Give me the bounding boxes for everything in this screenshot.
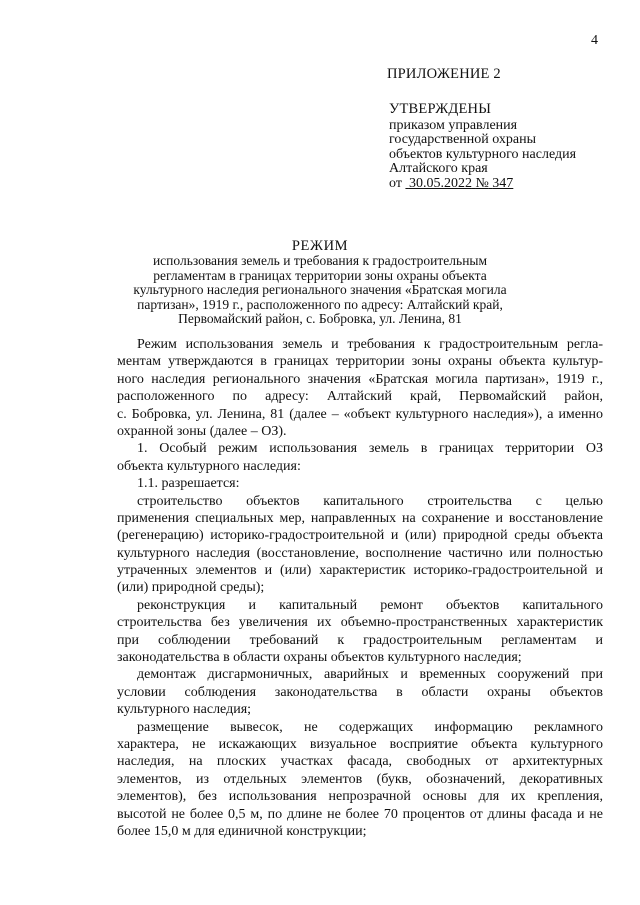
order-number-sign: № bbox=[475, 175, 489, 191]
body-line: высотой не более 0,5 м, по длине не более 70 процентов от длины фасада и не bbox=[117, 806, 603, 822]
body-line: наследия, на плоских участках фасада, свободных от архитектурных bbox=[117, 754, 603, 770]
body-line: при соблюдении требований к градостроительным регламентам и bbox=[117, 632, 603, 648]
order-date: 30.05.2022 № 347 bbox=[408, 175, 514, 191]
body-line: 1.1. разрешается: bbox=[137, 476, 240, 492]
order-prefix: от bbox=[389, 175, 402, 191]
page-number: 4 bbox=[591, 33, 598, 48]
body-line: демонтаж дисгармоничных, аварийных и временных сооружений при bbox=[137, 667, 603, 683]
document-title: РЕЖИМ bbox=[291, 238, 349, 254]
order-reference bbox=[389, 177, 576, 192]
body-line: строительства без увеличения их объемно-пространственных характеристик bbox=[117, 615, 603, 631]
body-line: объекта культурного наследия: bbox=[117, 458, 301, 474]
document-subtitle bbox=[110, 254, 530, 327]
subtitle-line: культурного наследия регионального значения «Братская могила bbox=[133, 282, 507, 298]
approval-heading: УТВЕРЖДЕНЫ bbox=[389, 101, 492, 117]
approval-line: объектов культурного наследия bbox=[389, 146, 577, 162]
body-line: элементов), без использования непрозрачной основы для их крепления, bbox=[117, 789, 603, 805]
subtitle-line: использования земель и требования к градостроительным bbox=[152, 253, 488, 268]
body-line: строительство объектов капитального строительства с целью bbox=[137, 493, 603, 509]
body-line: с. Бобровка, ул. Ленина, 81 (далее – «объект культурного наследия»), а именно bbox=[117, 406, 603, 422]
body-line: (или) природной среды); bbox=[117, 580, 265, 596]
body-line: культурного наследия; bbox=[117, 702, 252, 718]
body-line: 1. Особый режим использования земель в границах территории ОЗ bbox=[137, 441, 603, 457]
body-line: условии соблюдения законодательства в области охраны объектов bbox=[117, 684, 603, 700]
approval-block bbox=[389, 102, 576, 191]
appendix-title: ПРИЛОЖЕНИЕ 2 bbox=[387, 66, 501, 82]
body-line: применения специальных мер, направленных на сохранение и восстановление bbox=[117, 510, 603, 526]
body-line: (регенерацию) историко-градостроительной и (или) природной среды объекта bbox=[117, 528, 603, 544]
subtitle-line: партизан», 1919 г., расположенного по адресу: Алтайский край, bbox=[137, 296, 503, 312]
body-line: охранной зоны (далее – ОЗ). bbox=[117, 423, 287, 439]
body-line: Режим использования земель и требования к градостроительным регла- bbox=[137, 337, 603, 352]
approval-line: Алтайского края bbox=[389, 161, 488, 176]
approval-line: государственной охраны bbox=[389, 132, 537, 147]
body-line: элементов, из отдельных элементов (букв, обозначений, декоративных bbox=[117, 771, 603, 787]
body-line: размещение вывесок, не содержащих информацию рекламного bbox=[137, 719, 603, 735]
approval-line: приказом управления bbox=[389, 117, 518, 133]
body-line: более 15,0 м для единичной конструкции; bbox=[117, 823, 367, 839]
body-line: ного наследия регионального значения «Братская могила партизан», 1919 г., bbox=[117, 371, 603, 387]
body-line: утраченных элементов и (или) характеристик историко-градостроительной и bbox=[117, 563, 603, 579]
body-line: ментам утверждаются в границах территории зоны охраны объекта культур- bbox=[117, 354, 603, 370]
body-line: законодательства в области охраны объектов культурного наследия; bbox=[117, 650, 522, 666]
order-number: 347 bbox=[492, 175, 514, 191]
body-line: расположенного по адресу: Алтайский край, Первомайский район, bbox=[117, 389, 603, 405]
subtitle-line: регламентам в границах территории зоны охраны объекта bbox=[153, 267, 487, 283]
body-line: характера, не искажающих визуальное восприятие объекта культурного bbox=[117, 736, 603, 752]
body-line: реконструкция и капитальный ремонт объектов капитального bbox=[137, 597, 603, 613]
document-body bbox=[117, 336, 603, 840]
body-line: культурного наследия (восстановление, восполнение частично или полностью bbox=[117, 545, 603, 561]
subtitle-line: Первомайский район, с. Бобровка, ул. Ленина, 81 bbox=[178, 311, 462, 327]
